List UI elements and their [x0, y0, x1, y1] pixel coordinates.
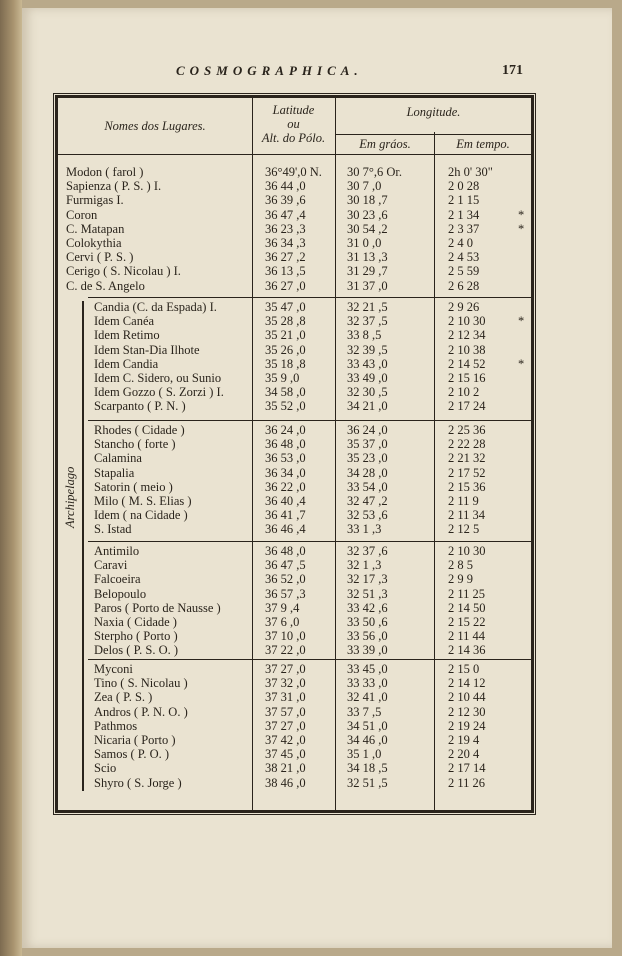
latitude-value: 36 13 ,5 — [265, 264, 306, 279]
header-rule — [58, 154, 531, 155]
place-name: Sterpho ( Porto ) — [94, 629, 178, 644]
table-row — [58, 166, 531, 179]
archipelago-label: Archipelago — [63, 466, 77, 528]
longitude-degrees: 34 28 ,0 — [347, 465, 388, 480]
latitude-value: 36 27 ,0 — [265, 278, 306, 293]
latitude-value: 37 42 ,0 — [265, 733, 306, 747]
table-row — [58, 734, 531, 747]
group-separator — [88, 420, 531, 421]
place-name: Tino ( S. Nicolau ) — [94, 676, 188, 691]
longitude-degrees: 33 54 ,0 — [347, 479, 388, 494]
place-name: Idem Gozzo ( S. Zorzi ) I. — [94, 385, 224, 400]
latitude-value: 38 46 ,0 — [265, 775, 306, 790]
table-row — [58, 358, 531, 371]
longitude-time: 2 3 37 — [448, 221, 480, 236]
longitude-degrees: 35 23 ,0 — [347, 451, 388, 466]
longitude-degrees: 33 39 ,0 — [347, 643, 388, 658]
latitude-value: 35 18 ,8 — [265, 356, 306, 371]
latitude-value: 36 22 ,0 — [265, 479, 306, 494]
coordinates-table — [55, 95, 534, 813]
place-name: Pathmos — [94, 718, 138, 733]
longitude-time: 2 4 0 — [448, 236, 473, 250]
place-name: Scio — [94, 761, 117, 776]
longitude-time: 2 10 38 — [448, 342, 486, 357]
latitude-value: 36°49',0 N. — [265, 165, 322, 179]
place-name: Shyro ( S. Jorge ) — [94, 775, 182, 790]
longitude-degrees: 32 37 ,5 — [347, 314, 388, 329]
latitude-value: 37 10 ,0 — [265, 629, 306, 644]
longitude-degrees: 30 18 ,7 — [347, 193, 388, 208]
table-row — [58, 573, 531, 586]
place-name: S. Istad — [94, 522, 132, 537]
group-separator — [88, 541, 531, 542]
latitude-value: 36 41 ,7 — [265, 508, 306, 523]
latitude-value: 37 57 ,0 — [265, 704, 306, 719]
longitude-time: 2 15 22 — [448, 615, 486, 629]
longitude-degrees: 33 43 ,0 — [347, 356, 388, 371]
longitude-time: 2 8 5 — [448, 558, 473, 573]
place-name: Caravi — [94, 558, 128, 573]
longitude-time: 2 11 26 — [448, 775, 486, 790]
table-row — [58, 559, 531, 572]
asterisk-mark: * — [518, 207, 525, 222]
latitude-value: 36 48 ,0 — [265, 544, 306, 558]
header-lat-1: Latitude — [272, 103, 315, 117]
latitude-value: 37 27 ,0 — [265, 662, 306, 676]
header-lat-2: ou — [287, 117, 300, 131]
place-name: Scarpanto ( P. N. ) — [94, 399, 186, 414]
longitude-degrees: 32 21 ,5 — [347, 300, 388, 314]
latitude-value: 36 24 ,0 — [265, 423, 306, 437]
latitude-value: 37 32 ,0 — [265, 676, 306, 691]
latitude-value: 36 34 ,0 — [265, 465, 306, 480]
latitude-value: 36 57 ,3 — [265, 586, 306, 601]
longitude-time: 2 17 24 — [448, 399, 486, 414]
longitude-time: 2 12 5 — [448, 522, 480, 537]
latitude-value: 37 31 ,0 — [265, 690, 306, 705]
longitude-degrees: 32 37 ,6 — [347, 544, 388, 558]
table-row — [58, 762, 531, 775]
table-row — [58, 265, 531, 278]
table-row — [58, 237, 531, 250]
place-name: Andros ( P. N. O. ) — [94, 704, 188, 719]
place-name: Idem Candia — [94, 356, 159, 371]
longitude-time: 2 15 36 — [448, 479, 486, 494]
longitude-degrees: 30 7 ,0 — [347, 179, 382, 194]
latitude-value: 36 44 ,0 — [265, 179, 306, 194]
table-row — [58, 223, 531, 236]
longitude-time: 2 10 30 — [448, 314, 486, 329]
longitude-time: 2 15 16 — [448, 371, 486, 385]
longitude-time: 2 10 30 — [448, 544, 486, 558]
place-name: Milo ( M. S. Elias ) — [94, 494, 192, 508]
table-row — [58, 523, 531, 536]
table-row — [58, 644, 531, 657]
longitude-time: 2 1 15 — [448, 193, 480, 208]
latitude-value: 35 21 ,0 — [265, 328, 306, 343]
latitude-value: 35 52 ,0 — [265, 399, 306, 414]
longitude-time: 2 22 28 — [448, 437, 486, 452]
table-row — [58, 663, 531, 676]
longitude-time: 2 11 9 — [448, 494, 479, 508]
longitude-time: 2 1 34 — [448, 207, 480, 222]
latitude-value: 36 27 ,2 — [265, 250, 306, 265]
place-name: Calamina — [94, 451, 142, 466]
table-row — [58, 438, 531, 451]
longitude-degrees: 34 18 ,5 — [347, 761, 388, 776]
latitude-value: 36 47 ,5 — [265, 558, 306, 573]
latitude-value: 36 47 ,4 — [265, 207, 306, 222]
longitude-degrees: 32 51 ,3 — [347, 586, 388, 601]
longitude-degrees: 34 21 ,0 — [347, 399, 388, 414]
table-row — [58, 386, 531, 399]
table-row — [58, 344, 531, 357]
longitude-degrees: 32 47 ,2 — [347, 494, 388, 508]
header-longitude: Longitude. — [406, 105, 461, 119]
longitude-time: 2 10 2 — [448, 385, 480, 400]
longitude-degrees: 33 7 ,5 — [347, 704, 382, 719]
longitude-time: 2 6 28 — [448, 278, 480, 293]
place-name: Furmigas I. — [66, 193, 124, 208]
longitude-degrees: 32 39 ,5 — [347, 342, 388, 357]
longitude-time: 2 15 0 — [448, 662, 480, 676]
longitude-time: 2 12 30 — [448, 704, 486, 719]
table-row — [58, 706, 531, 719]
group-separator — [88, 297, 531, 298]
book-spine — [0, 0, 22, 956]
longitude-degrees: 33 42 ,6 — [347, 600, 388, 615]
place-name: Modon ( farol ) — [66, 165, 144, 179]
place-name: Cervi ( P. S. ) — [66, 250, 134, 265]
longitude-time: 2 4 53 — [448, 250, 480, 265]
place-name: Colokythia — [66, 236, 122, 250]
longitude-time: 2 14 36 — [448, 643, 486, 658]
longitude-time: 2 17 14 — [448, 761, 486, 776]
longitude-degrees: 32 17 ,3 — [347, 572, 388, 587]
longitude-degrees: 31 13 ,3 — [347, 250, 388, 265]
latitude-value: 36 48 ,0 — [265, 437, 306, 452]
table-row — [58, 400, 531, 413]
table-row — [58, 329, 531, 342]
longitude-degrees: 33 49 ,0 — [347, 371, 388, 385]
latitude-value: 35 9 ,0 — [265, 371, 300, 385]
longitude-degrees: 33 33 ,0 — [347, 676, 388, 691]
longitude-degrees: 30 23 ,6 — [347, 207, 388, 222]
longitude-degrees: 31 0 ,0 — [347, 236, 382, 250]
place-name: Delos ( P. S. O. ) — [94, 643, 179, 658]
longitude-degrees: 34 46 ,0 — [347, 733, 388, 747]
table-row — [58, 748, 531, 761]
longitude-degrees: 30 7°,6 Or. — [347, 165, 402, 179]
place-name: Idem Retimo — [94, 328, 160, 343]
longitude-time: 2 11 34 — [448, 508, 486, 523]
header-lat-3: Alt. do Pólo. — [261, 131, 326, 145]
longitude-time: 2 5 59 — [448, 264, 480, 279]
table-row — [58, 545, 531, 558]
longitude-degrees: 31 37 ,0 — [347, 278, 388, 293]
asterisk-mark: * — [518, 221, 525, 236]
place-name: Coron — [66, 207, 98, 222]
place-name: Belopoulo — [94, 586, 147, 601]
longitude-degrees: 32 30 ,5 — [347, 385, 388, 400]
table-row — [58, 452, 531, 465]
longitude-degrees: 34 51 ,0 — [347, 718, 388, 733]
place-name: Stancho ( forte ) — [94, 437, 176, 452]
place-name: Idem C. Sidero, ou Sunio — [94, 371, 222, 385]
place-name: Myconi — [94, 662, 133, 676]
table-row — [58, 315, 531, 328]
table-row — [58, 588, 531, 601]
longitude-time: 2 11 44 — [448, 629, 486, 644]
latitude-value: 38 21 ,0 — [265, 761, 306, 776]
longitude-time: 2 25 36 — [448, 423, 486, 437]
latitude-value: 34 58 ,0 — [265, 385, 306, 400]
place-name: Samos ( P. O. ) — [94, 747, 170, 762]
place-name: Candia (C. da Espada) I. — [94, 300, 217, 314]
latitude-value: 36 53 ,0 — [265, 451, 306, 466]
longitude-time: 2 9 9 — [448, 572, 473, 587]
table-row — [58, 602, 531, 615]
longitude-time: 2 20 4 — [448, 747, 480, 762]
longitude-degrees: 35 1 ,0 — [347, 747, 382, 762]
table-row — [58, 372, 531, 385]
place-name: Paros ( Porto de Nausse ) — [94, 600, 221, 615]
longitude-time: 2 14 12 — [448, 676, 486, 691]
table-row — [58, 481, 531, 494]
longitude-time: 2h 0' 30" — [448, 165, 493, 179]
asterisk-mark: * — [518, 314, 525, 329]
place-name: Naxia ( Cidade ) — [94, 615, 177, 629]
longitude-time: 2 14 50 — [448, 600, 486, 615]
longitude-degrees: 36 24 ,0 — [347, 423, 388, 437]
longitude-degrees: 33 45 ,0 — [347, 662, 388, 676]
latitude-value: 37 9 ,4 — [265, 600, 300, 615]
table-row — [58, 720, 531, 733]
table-row — [58, 280, 531, 293]
latitude-value: 36 52 ,0 — [265, 572, 306, 587]
table-row — [58, 467, 531, 480]
place-name: Falcoeira — [94, 572, 141, 587]
table-row — [58, 777, 531, 790]
longitude-time: 2 17 52 — [448, 465, 486, 480]
header-place: Nomes dos Lugares. — [104, 119, 206, 133]
table-row — [58, 495, 531, 508]
longitude-degrees: 32 51 ,5 — [347, 775, 388, 790]
table-row — [58, 209, 531, 222]
longitude-time: 2 11 25 — [448, 586, 486, 601]
longitude-degrees: 32 1 ,3 — [347, 558, 382, 573]
place-name: Nicaria ( Porto ) — [94, 733, 176, 747]
latitude-value: 36 34 ,3 — [265, 236, 306, 250]
table-row — [58, 677, 531, 690]
place-name: Idem Stan-Dia Ilhote — [94, 342, 200, 357]
longitude-degrees: 33 8 ,5 — [347, 328, 382, 343]
place-name: C. Matapan — [66, 221, 125, 236]
place-name: Idem ( na Cidade ) — [94, 508, 188, 523]
place-name: Satorin ( meio ) — [94, 479, 173, 494]
longitude-degrees: 30 54 ,2 — [347, 221, 388, 236]
place-name: Rhodes ( Cidade ) — [94, 423, 185, 437]
longitude-time: 2 14 52 — [448, 356, 486, 371]
table-row — [58, 424, 531, 437]
table-row — [58, 691, 531, 704]
place-name: Stapalia — [94, 465, 135, 480]
longitude-degrees: 31 29 ,7 — [347, 264, 388, 279]
header-time: Em tempo. — [456, 137, 510, 151]
latitude-value: 37 45 ,0 — [265, 747, 306, 762]
latitude-value: 35 26 ,0 — [265, 342, 306, 357]
table-row — [58, 509, 531, 522]
latitude-value: 35 47 ,0 — [265, 300, 306, 314]
header-subrule — [336, 134, 531, 135]
group-separator — [88, 659, 531, 660]
place-name: Idem Canéa — [94, 314, 155, 329]
longitude-degrees: 33 1 ,3 — [347, 522, 382, 537]
running-head: COSMOGRAPHICA. — [176, 63, 363, 78]
latitude-value: 36 39 ,6 — [265, 193, 306, 208]
longitude-time: 2 0 28 — [448, 179, 480, 194]
place-name: C. de S. Angelo — [66, 278, 145, 293]
longitude-time: 2 10 44 — [448, 690, 486, 705]
table-row — [58, 194, 531, 207]
asterisk-mark: * — [518, 356, 525, 371]
latitude-value: 37 22 ,0 — [265, 643, 306, 658]
place-name: Sapienza ( P. S. ) I. — [66, 179, 162, 194]
longitude-time: 2 19 4 — [448, 733, 480, 747]
table-row — [58, 180, 531, 193]
place-name: Cerigo ( S. Nicolau ) I. — [66, 264, 181, 279]
longitude-time: 2 9 26 — [448, 300, 480, 314]
longitude-degrees: 33 56 ,0 — [347, 629, 388, 644]
table-row — [58, 301, 531, 314]
table-row — [58, 616, 531, 629]
longitude-time: 2 19 24 — [448, 718, 486, 733]
longitude-degrees: 33 50 ,6 — [347, 615, 388, 629]
table-row — [58, 251, 531, 264]
latitude-value: 35 28 ,8 — [265, 314, 306, 329]
longitude-time: 2 21 32 — [448, 451, 486, 466]
latitude-value: 36 46 ,4 — [265, 522, 306, 537]
longitude-degrees: 32 53 ,6 — [347, 508, 388, 523]
latitude-value: 36 23 ,3 — [265, 221, 306, 236]
page-number: 171 — [502, 63, 523, 78]
latitude-value: 37 27 ,0 — [265, 718, 306, 733]
place-name: Antimilo — [94, 544, 140, 558]
latitude-value: 36 40 ,4 — [265, 494, 306, 508]
latitude-value: 37 6 ,0 — [265, 615, 300, 629]
table-row — [58, 630, 531, 643]
longitude-degrees: 35 37 ,0 — [347, 437, 388, 452]
place-name: Zea ( P. S. ) — [94, 690, 153, 705]
longitude-degrees: 32 41 ,0 — [347, 690, 388, 705]
longitude-time: 2 12 34 — [448, 328, 486, 343]
header-degrees: Em gráos. — [359, 137, 411, 151]
